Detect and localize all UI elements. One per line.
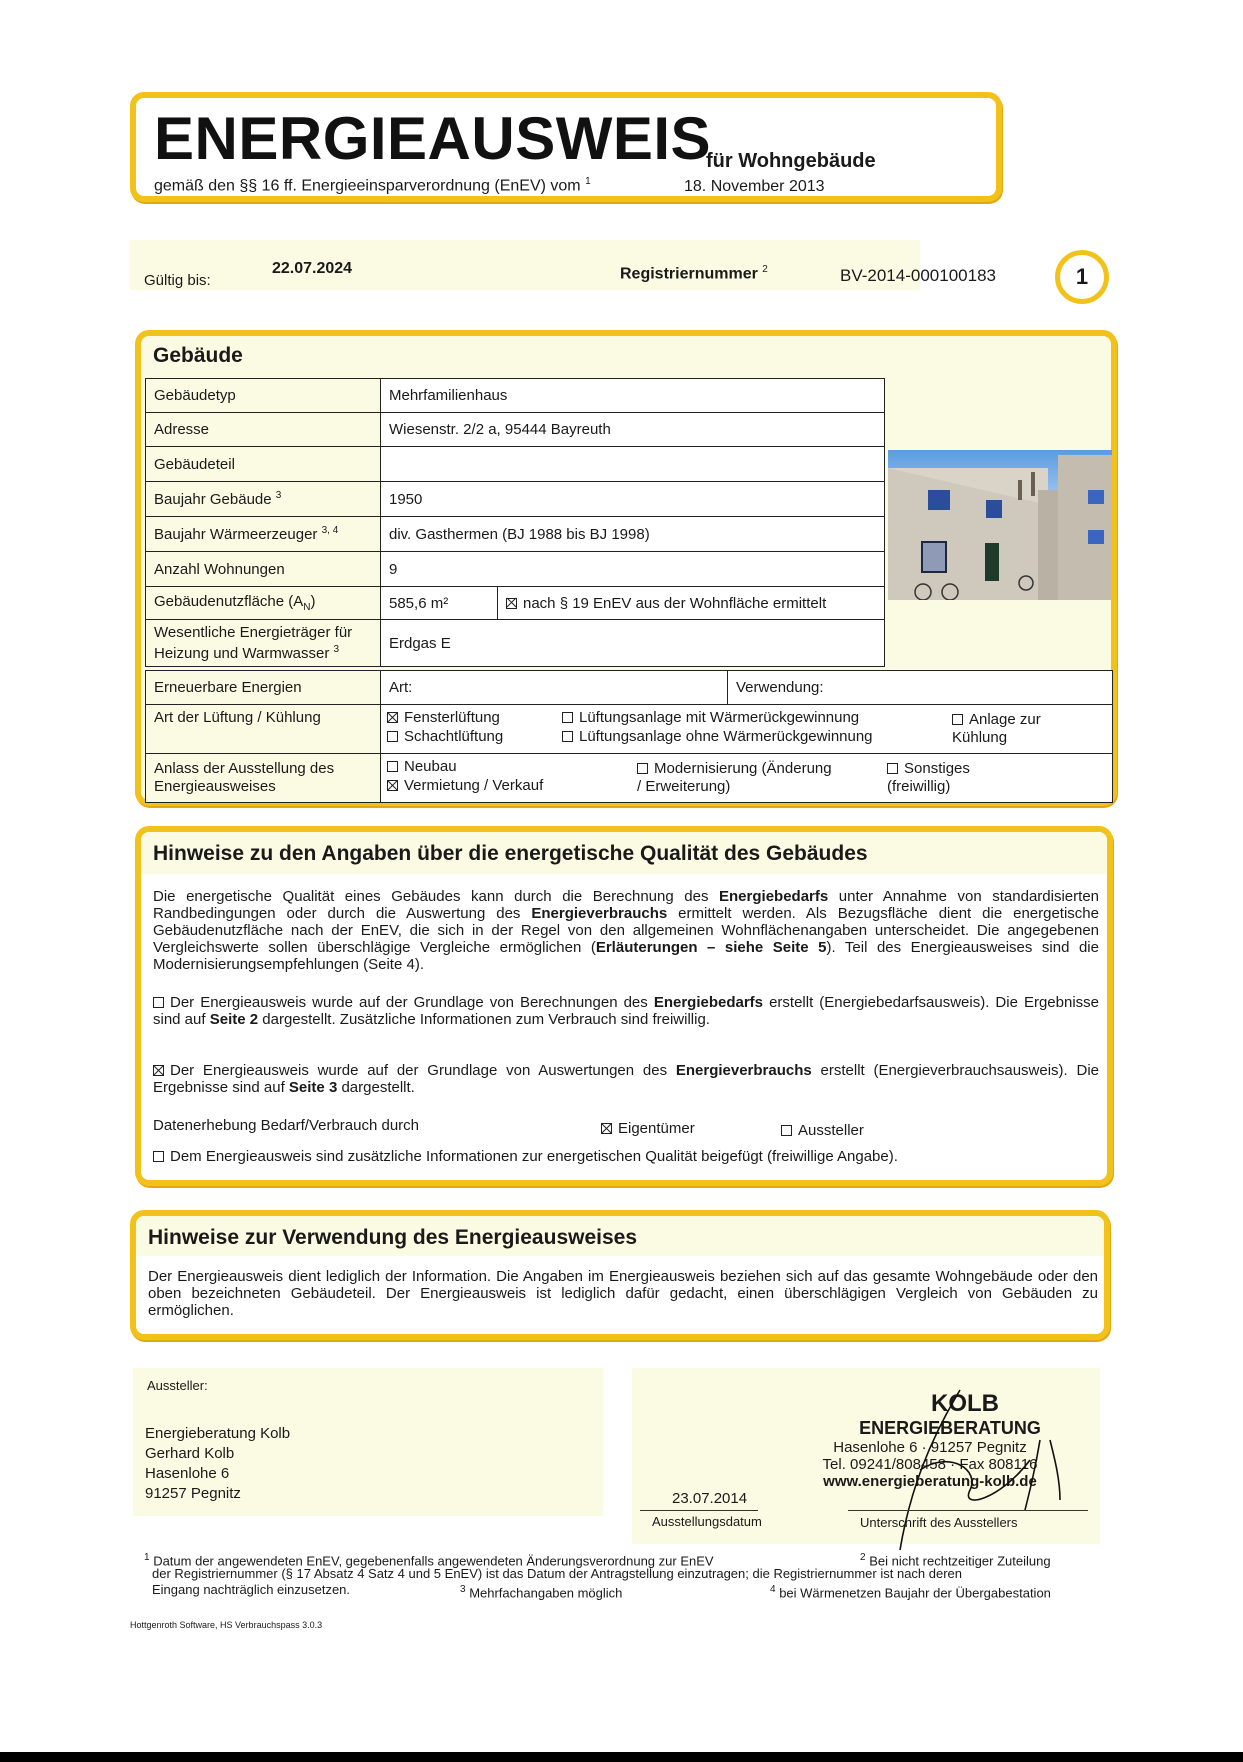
quality-notes-title: Hinweise zu den Angaben über die energetische Qualität des Gebäudes — [153, 842, 868, 865]
building-photo-illustration — [888, 450, 1112, 600]
option-shaft-ventilation[interactable]: Schachtlüftung — [387, 728, 503, 746]
option-owner[interactable]: Eigentümer — [601, 1120, 695, 1137]
header-box — [130, 92, 1002, 202]
signature-label: Unterschrift des Ausstellers — [860, 1515, 1018, 1530]
label-apartment-count: Anzahl Wohnungen — [146, 552, 381, 587]
renewable-usage: Verwendung: — [728, 671, 1113, 705]
usage-notes-title: Hinweise zur Verwendung des Energieausweises — [148, 1226, 638, 1249]
value-apartment-count: 9 — [381, 552, 885, 587]
issuer-label: Aussteller: — [147, 1378, 208, 1393]
label-usable-area: Gebäudenutzfläche $(A_N)$ — [146, 587, 381, 620]
data-collection-label: Datenerhebung Bedarf/Verbrauch durch — [153, 1117, 420, 1134]
value-construction-year: 1950 — [381, 482, 885, 517]
valid-until-value: 22.07.2024 — [272, 260, 353, 277]
registration-label: Registriernummer $^2$ — [620, 264, 768, 283]
regulation-date: 18. November 2013 — [684, 178, 825, 195]
value-usable-area: 585,6 m² — [381, 587, 498, 620]
option-ventilation-without-recovery[interactable]: Lüftungsanlage ohne Wärmerückgewinnung — [562, 728, 873, 746]
label-construction-year: Baujahr Gebäude $^3$ — [146, 482, 381, 517]
option-additional-info[interactable]: Dem Energieausweis sind zusätzliche Informationen zur energetischen Qualität beigefügt (freiwillige Angabe). — [153, 1148, 898, 1165]
option-modernization[interactable]: Modernisierung (Änderung / Erweiterung) — [637, 760, 832, 795]
quality-notes-section — [135, 826, 1113, 1186]
issuer-address: Energieberatung Kolb Gerhard Kolb Hasenlohe 6 91257 Pegnitz — [145, 1425, 291, 1502]
building-table-lower — [145, 670, 1113, 803]
building-section-title: Gebäude — [153, 344, 243, 367]
checkbox-consumption — [153, 1065, 164, 1076]
value-building-part — [381, 447, 885, 482]
regulation-text: gemäß den §§ 16 ff. Energieeinsparverordnung (EnEV) vom $^1$ — [154, 176, 591, 195]
company-stamp: KOLB ENERGIEBERATUNG Hasenlohe 6 · 91257 Pegnitz Tel. 09241/808458 · Fax 808116 www.energieberatung-kolb.de — [822, 1390, 1041, 1490]
label-building-part: Gebäudeteil — [146, 447, 381, 482]
label-ventilation: Art der Lüftung / Kühlung — [146, 705, 381, 754]
checkbox-area-method[interactable] — [506, 598, 517, 609]
label-heater-year: Baujahr Wärmeerzeuger $^{3, 4}$ — [146, 517, 381, 552]
label-energy-carrier: Wesentliche Energieträger für Heizung und Warmwasser $^3$ — [146, 620, 381, 667]
option-rental-sale[interactable]: Vermietung / Verkauf — [387, 777, 543, 795]
label-address: Adresse — [146, 413, 381, 447]
page-number-badge: 1 — [1055, 250, 1109, 304]
building-photo — [888, 450, 1112, 600]
renewable-type: Art: — [381, 671, 728, 705]
option-demand-certificate[interactable]: Der Energieausweis wurde auf der Grundlage von Berechnungen des Energiebedarfs erstellt (Energiebedarfsausweis). Die Ergebnisse sind auf Seite 2 dargestellt. Zusätzliche Informationen zum Verbrauch sind freiwillig. — [153, 994, 1100, 1028]
value-energy-carrier: Erdgas E — [381, 620, 885, 667]
ventilation-options — [381, 705, 1113, 754]
option-issuer[interactable]: Aussteller — [781, 1122, 864, 1139]
checkbox-demand — [153, 997, 164, 1008]
issue-date-label: Ausstellungsdatum — [652, 1514, 762, 1529]
value-address: Wiesenstr. 2/2 a, 95444 Bayreuth — [381, 413, 885, 447]
option-new-building[interactable]: Neubau — [387, 758, 457, 776]
issuer-block — [133, 1368, 603, 1516]
valid-until-label: Gültig bis: — [144, 272, 211, 289]
option-consumption-certificate[interactable]: Der Energieausweis wurde auf der Grundlage von Auswertungen des Energieverbrauchs erstellt (Energieverbrauchsausweis). Die Ergebnisse sind auf Seite 3 dargestellt. — [153, 1062, 1099, 1096]
software-credit: Hottgenroth Software, HS Verbrauchspass 3.0.3 — [130, 1620, 323, 1630]
quality-notes-intro: Die energetische Qualität eines Gebäudes kann durch die Berechnung des Energiebedarfs unter Annahme von standardisierten Randbedingungen oder durch die Auswertung des Energieverbrauchs ermittelt werden. Als Bezugsfläche dient die energetische Gebäudenutzfläche nach der EnEV, die sich in der Regel von den allgemeinen Wohnflächenangaben unterscheidet. Die angegebenen Vergleichswerte sollen überschlägige Vergleiche ermöglichen (Erläuterungen – siehe Seite 5). Teil des Energieausweises sind die Modernisierungsempfehlungen (Seite 4). — [153, 888, 1099, 973]
option-window-ventilation[interactable]: Fensterlüftung — [387, 709, 500, 727]
meta-row — [130, 240, 920, 290]
option-ventilation-with-recovery[interactable]: Lüftungsanlage mit Wärmerückgewinnung — [562, 709, 859, 727]
label-building-type: Gebäudetyp — [146, 379, 381, 413]
document-subtitle: für Wohngebäude — [706, 150, 876, 172]
label-occasion: Anlass der Ausstellung des Energieausweises — [146, 754, 381, 803]
option-other[interactable]: Sonstiges (freiwillig) — [887, 760, 970, 795]
building-table — [145, 378, 885, 667]
signature-icon — [860, 1380, 1100, 1560]
usable-area-method: nach § 19 EnEV aus der Wohnfläche ermittelt — [498, 587, 885, 620]
label-renewable: Erneuerbare Energien — [146, 671, 381, 705]
scan-bottom-edge — [0, 1752, 1243, 1762]
usage-notes-section — [130, 1210, 1110, 1340]
option-cooling[interactable]: Anlage zur Kühlung — [952, 711, 1041, 746]
issue-date: 23.07.2014 — [672, 1490, 748, 1507]
registration-number: BV-2014-000100183 — [840, 266, 996, 285]
usage-notes-text: Der Energieausweis dient lediglich der Information. Die Angaben im Energieausweis beziehen sich auf das gesamte Wohngebäude oder den oben bezeichneten Gebäudeteil. Der Energieausweis ist lediglich dafür gedacht, einen überschlägigen Vergleich von Gebäuden zu ermöglichen. — [148, 1268, 1098, 1319]
occasion-options — [381, 754, 1113, 803]
value-heater-year: div. Gasthermen (BJ 1988 bis BJ 1998) — [381, 517, 885, 552]
document-title: ENERGIEAUSWEIS — [154, 105, 712, 172]
value-building-type: Mehrfamilienhaus — [381, 379, 885, 413]
